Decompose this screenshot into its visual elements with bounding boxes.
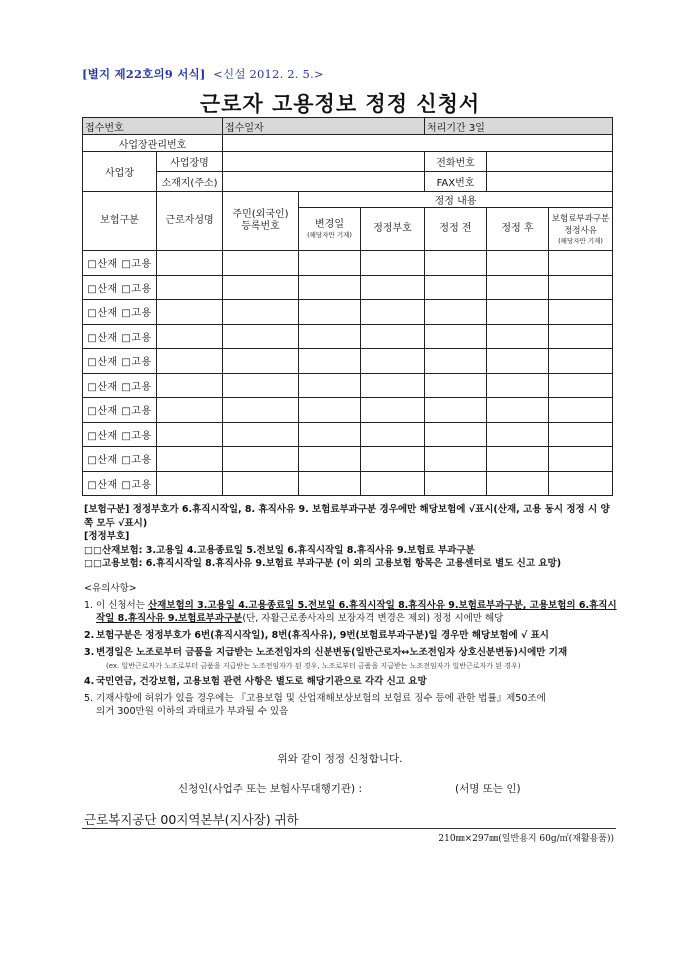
premium-header-line1: 보험료부과구분 [551, 213, 610, 224]
before-cell[interactable] [425, 324, 487, 349]
phone-field[interactable] [487, 152, 613, 172]
insurance-type-header: 보험구분 [83, 192, 157, 251]
caution-item-4 [84, 675, 619, 688]
change-date-cell[interactable] [299, 324, 361, 349]
id-number-cell[interactable] [223, 275, 299, 300]
correction-codes-title: [정정부호] [84, 531, 130, 542]
correction-code-cell[interactable] [361, 373, 425, 398]
worker-name-cell[interactable] [157, 447, 223, 472]
correction-code-cell[interactable] [361, 398, 425, 423]
insurance-checkboxes[interactable]: □산재 □고용 [83, 422, 157, 447]
id-number-cell[interactable] [223, 349, 299, 374]
table-row [83, 251, 613, 276]
mgmt-no-label: 사업장관리번호 [83, 135, 223, 152]
after-header: 정정 후 [487, 208, 549, 251]
insurance-checkboxes[interactable]: □산재 □고용 [83, 275, 157, 300]
change-date-title: 변경일 [315, 218, 344, 230]
caution-item-3 [84, 646, 619, 671]
fax-field[interactable] [487, 172, 613, 192]
worker-name-cell[interactable] [157, 422, 223, 447]
table-row [83, 471, 613, 496]
item-number: 3. [84, 647, 95, 658]
before-cell[interactable] [425, 471, 487, 496]
id-number-cell[interactable] [223, 251, 299, 276]
item1-post: (단, 자활근로종사자의 보장자격 변경은 제외) 정정 시에만 해당 [242, 613, 504, 624]
insurance-checkboxes[interactable]: □산재 □고용 [83, 251, 157, 276]
worker-name-cell[interactable] [157, 349, 223, 374]
id-number-cell[interactable] [223, 447, 299, 472]
worker-name-cell[interactable] [157, 300, 223, 325]
item5-line2: 의거 300만원 이하의 과태료가 부과될 수 있음 [96, 706, 289, 717]
insurance-checkboxes[interactable]: □산재 □고용 [83, 324, 157, 349]
before-cell[interactable] [425, 447, 487, 472]
table-row [83, 398, 613, 423]
mgmt-no-row [83, 135, 613, 152]
change-date-cell[interactable] [299, 300, 361, 325]
page-title: 근로자 고용정보 정정 신청서 [199, 92, 481, 116]
worker-name-cell[interactable] [157, 471, 223, 496]
insurance-checkboxes[interactable]: □산재 □고용 [83, 349, 157, 374]
after-cell[interactable] [487, 447, 549, 472]
id-number-cell[interactable] [223, 471, 299, 496]
workplace-label: 사업장 [83, 152, 157, 192]
after-cell[interactable] [487, 251, 549, 276]
paper-size: 210㎜×297㎜(일반용지 60g/㎡(재활용품)) [438, 834, 614, 844]
id-number-cell[interactable] [223, 300, 299, 325]
change-date-cell[interactable] [299, 373, 361, 398]
employment-codes: □□고용보험: 6.휴직시작일 8.휴직사유 9.보험료 부과구분 (이 외의 고용보험 항목은 고용센터로 별도 신고 요망) [84, 558, 562, 569]
after-cell[interactable] [487, 471, 549, 496]
correction-code-cell[interactable] [361, 275, 425, 300]
after-cell[interactable] [487, 349, 549, 374]
premium-reason-cell[interactable] [549, 300, 613, 325]
worker-name-cell[interactable] [157, 324, 223, 349]
premium-reason-cell[interactable] [549, 324, 613, 349]
worker-name-header: 근로자성명 [157, 192, 223, 251]
processing-period-label: 처리기간 3일 [425, 118, 613, 135]
correction-notes [84, 503, 616, 571]
industrial-codes: □□산재보험: 3.고용일 4.고용종료일 5.전보일 6.휴직시작일 8.휴직사유 9.보험료 부과구분 [84, 544, 475, 556]
premium-reason-header [549, 208, 613, 251]
correction-code-cell[interactable] [361, 447, 425, 472]
change-date-cell[interactable] [299, 251, 361, 276]
id-number-cell[interactable] [223, 398, 299, 423]
after-cell[interactable] [487, 300, 549, 325]
phone-label: 전화번호 [425, 152, 487, 172]
insurance-checkboxes[interactable]: □산재 □고용 [83, 447, 157, 472]
item-number: 4. [84, 676, 95, 687]
workplace-name-field[interactable] [223, 152, 425, 172]
insurance-checkboxes[interactable]: □산재 □고용 [83, 471, 157, 496]
insurance-checkboxes[interactable]: □산재 □고용 [83, 373, 157, 398]
change-date-header [299, 208, 361, 251]
id-number-header-line1: 주민(외국인) [232, 209, 289, 220]
item-number: 1. [84, 600, 94, 611]
before-header: 정정 전 [425, 208, 487, 251]
table-row [83, 373, 613, 398]
id-number-header [223, 192, 299, 251]
item2-text: 보험구분은 정정부호가 6번(휴직시작일), 8번(휴직사유), 9번(보험료부과구분)일 경우만 해당보험에 √ 표시 [96, 630, 549, 641]
recipient: 근로복지공단 00지역본부(지사장) 귀하 [84, 812, 299, 827]
premium-reason-cell[interactable] [549, 471, 613, 496]
change-date-cell[interactable] [299, 398, 361, 423]
before-cell[interactable] [425, 398, 487, 423]
table-row [83, 275, 613, 300]
before-cell[interactable] [425, 373, 487, 398]
correction-code-cell[interactable] [361, 349, 425, 374]
receipt-date-label: 접수일자 [223, 118, 425, 135]
premium-reason-cell[interactable] [549, 275, 613, 300]
item1-bold: 산재보험의 3.고용일 4.고용종료일 5.전보일 6.휴직시작일 8.휴직사유 9.보험료부과구분, 고용보험의 6.휴직시작일 8.휴직사유 9.보험료부과구분 [96, 600, 617, 624]
item4-text: 국민연금, 건강보험, 고용보험 관련 사항은 별도로 해당기관으로 각각 신고 요망 [96, 676, 427, 687]
after-cell[interactable] [487, 398, 549, 423]
revision-date: <신설 2012. 2. 5.> [213, 67, 324, 81]
worker-name-cell[interactable] [157, 373, 223, 398]
address-label: 소재지(주소) [157, 172, 223, 192]
caution-section [84, 582, 619, 718]
premium-reason-cell[interactable] [549, 422, 613, 447]
correction-code-cell[interactable] [361, 422, 425, 447]
table-row [83, 422, 613, 447]
premium-reason-cell[interactable] [549, 398, 613, 423]
item3-example: (ex. 일반근로자가 노조로부터 금품을 지급받는 노조전임자가 된 경우, 노조로부터 금품을 지급받는 노조전임자가 일반근로자가 된 경우) [106, 662, 521, 670]
applicant-label: 신청인(사업주 또는 보험사무대행기관) : [178, 783, 363, 795]
change-date-cell[interactable] [299, 422, 361, 447]
workplace-address-row [83, 172, 613, 192]
worker-name-cell[interactable] [157, 275, 223, 300]
before-cell[interactable] [425, 275, 487, 300]
insurance-checkboxes[interactable]: □산재 □고용 [83, 300, 157, 325]
application-table [82, 117, 613, 496]
insurance-type-note: [보험구분] 정정부호가 6.휴직시작일, 8. 휴직사유 9. 보험료부과구분 경우에만 해당보험에 √표시(산재, 고용 동시 정정 시 양쪽 모두 √표시) [84, 504, 610, 529]
worker-name-cell[interactable] [157, 398, 223, 423]
change-date-cell[interactable] [299, 275, 361, 300]
workplace-name-row [83, 152, 613, 172]
table-row [83, 447, 613, 472]
fax-label: FAX번호 [425, 172, 487, 192]
id-number-header-line2: 등록번호 [241, 221, 280, 232]
request-statement: 위와 같이 정정 신청합니다. [277, 753, 403, 765]
correction-code-cell[interactable] [361, 471, 425, 496]
change-date-cell[interactable] [299, 471, 361, 496]
address-field[interactable] [223, 172, 425, 192]
item1-pre: 이 신청서는 [96, 600, 148, 611]
item3-text: 변경일은 노조로부터 금품을 지급받는 노조전임자의 신분변동(일반근로자↔노조전임자 상호신분변동)시에만 기재 [96, 647, 568, 658]
mgmt-no-field[interactable] [223, 135, 613, 152]
worker-name-cell[interactable] [157, 251, 223, 276]
premium-reason-cell[interactable] [549, 349, 613, 374]
caution-item-1 [84, 599, 619, 625]
form-tag: [별지 제22호의9 서식] [82, 67, 206, 81]
before-cell[interactable] [425, 300, 487, 325]
after-cell[interactable] [487, 275, 549, 300]
change-date-cell[interactable] [299, 447, 361, 472]
item5-line1: 기재사항에 허위가 있을 경우에는 『고용보험 및 산업재해보상보험의 보험료 징수 등에 관한 법률』제50조에 [96, 693, 546, 704]
before-cell[interactable] [425, 251, 487, 276]
caution-title: <유의사항> [84, 583, 137, 594]
premium-reason-cell[interactable] [549, 373, 613, 398]
after-cell[interactable] [487, 324, 549, 349]
id-number-cell[interactable] [223, 422, 299, 447]
table-row [83, 324, 613, 349]
id-number-cell[interactable] [223, 324, 299, 349]
after-cell[interactable] [487, 422, 549, 447]
premium-note: (해당자만 기재) [558, 236, 603, 245]
change-date-note: (해당자만 기재) [307, 230, 352, 239]
premium-header-line2: 정정사유 [564, 225, 597, 236]
column-header-row-1 [83, 192, 613, 208]
after-cell[interactable] [487, 373, 549, 398]
table-row [83, 300, 613, 325]
item-number: 2. [84, 630, 95, 641]
receipt-row [83, 118, 613, 135]
id-number-cell[interactable] [223, 373, 299, 398]
correction-code-header: 정정부호 [361, 208, 425, 251]
premium-reason-cell[interactable] [549, 251, 613, 276]
insurance-checkboxes[interactable]: □산재 □고용 [83, 398, 157, 423]
receipt-no-label: 접수번호 [83, 118, 223, 135]
correction-code-cell[interactable] [361, 300, 425, 325]
caution-item-2 [84, 629, 619, 642]
signature-label: (서명 또는 인) [455, 783, 521, 795]
change-date-cell[interactable] [299, 349, 361, 374]
table-row [83, 349, 613, 374]
caution-item-5 [84, 692, 619, 718]
correction-code-cell[interactable] [361, 251, 425, 276]
before-cell[interactable] [425, 349, 487, 374]
entry-rows [83, 251, 613, 496]
form-header [82, 66, 324, 82]
item-number: 5. [84, 693, 94, 704]
correction-content-header: 정정 내용 [299, 192, 613, 208]
divider [82, 828, 616, 829]
correction-code-cell[interactable] [361, 324, 425, 349]
workplace-name-label: 사업장명 [157, 152, 223, 172]
before-cell[interactable] [425, 422, 487, 447]
premium-reason-cell[interactable] [549, 447, 613, 472]
